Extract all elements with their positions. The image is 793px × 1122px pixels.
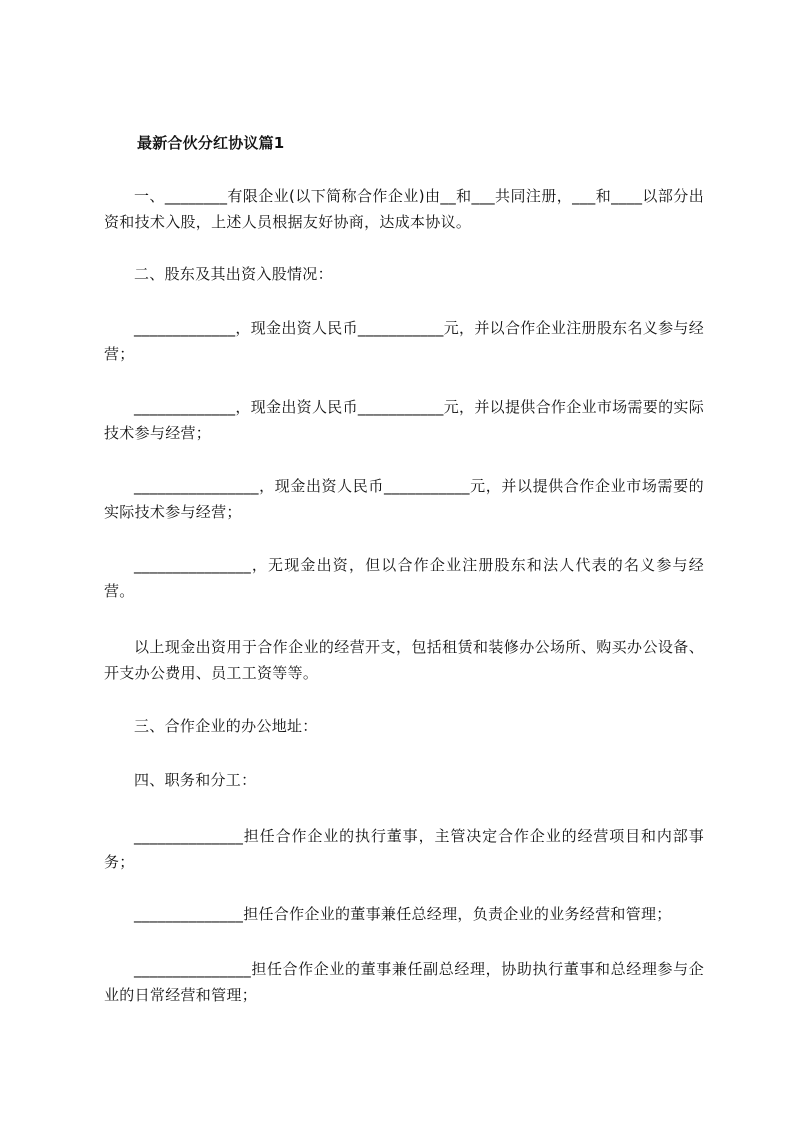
section-heading-2: 二、股东及其出资入股情况： bbox=[134, 265, 333, 283]
section-heading-4: 四、职务和分工： bbox=[134, 771, 257, 789]
paragraph-shareholder-2: _____________，现金出资人民币___________元，并以提供合作企业市场需要的实际技术参与经营； bbox=[104, 398, 704, 442]
paragraph-shareholder-1: _____________，现金出资人民币___________元，并以合作企业注册股东名义参与经营； bbox=[104, 319, 704, 363]
paragraph-cash-usage: 以上现金出资用于合作企业的经营开支，包括租赁和装修办公场所、购买办公设备、开支办公费用、员工工资等等。 bbox=[104, 638, 704, 682]
paragraph-duty-1: ______________担任合作企业的执行董事，主管决定合作企业的经营项目和内部事务； bbox=[104, 827, 704, 871]
document-title: 最新合伙分红协议篇1 bbox=[137, 134, 285, 152]
paragraph-shareholder-3: ________________，现金出资人民币___________元，并以提供合作企业市场需要的实际技术参与经营； bbox=[104, 477, 704, 521]
paragraph-shareholder-4: _______________，无现金出资，但以合作企业注册股东和法人代表的名义参与经营。 bbox=[104, 556, 704, 600]
section-heading-3: 三、合作企业的办公地址： bbox=[134, 717, 318, 735]
paragraph-duty-2: ______________担任合作企业的董事兼任总经理，负责企业的业务经营和管理； bbox=[134, 905, 672, 923]
paragraph-duty-3: _______________担任合作企业的董事兼任副总经理，协助执行董事和总经理参与企业的日常经营和管理； bbox=[104, 960, 704, 1004]
paragraph-1: 一、________有限企业(以下简称合作企业)由__和___共同注册，___和____以部分出资和技术入股，上述人员根据友好协商，达成本协议。 bbox=[104, 187, 704, 231]
